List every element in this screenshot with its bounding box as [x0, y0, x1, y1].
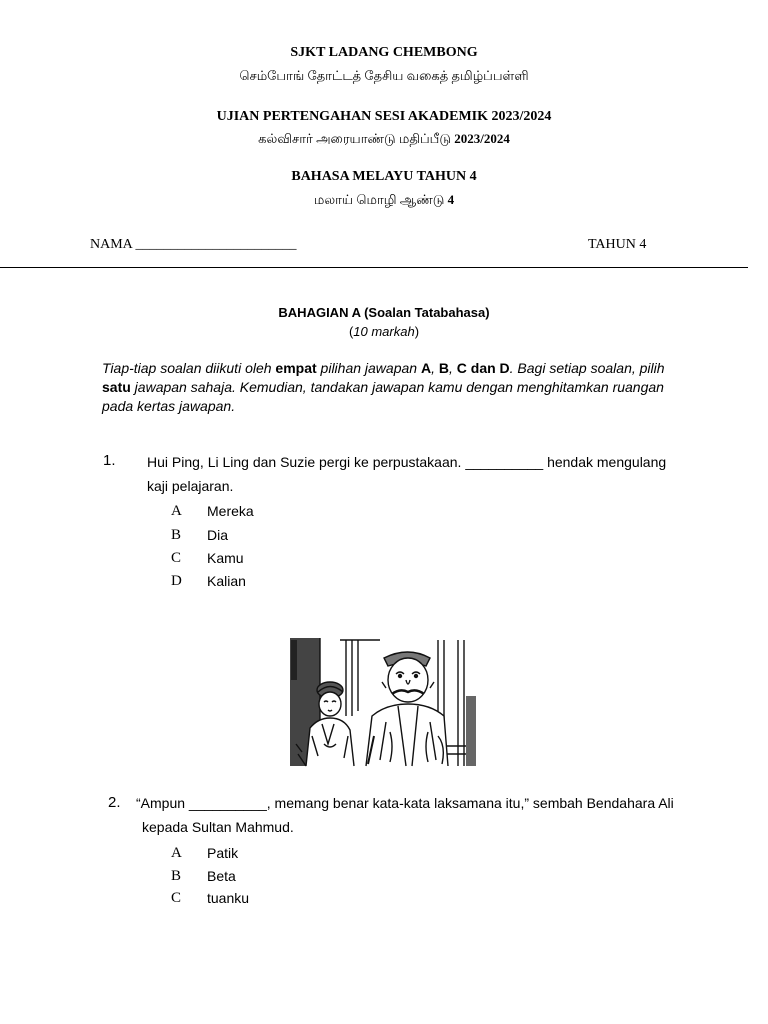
exam-title-tamil — [0, 131, 768, 148]
question-1-text — [147, 450, 707, 498]
name-field-label: NAMA _______________________ — [90, 237, 297, 252]
court-scene-drawing — [288, 636, 478, 768]
q2-option-b-text: Beta — [207, 868, 236, 884]
exam-title-tamil-year: 2023/2024 — [454, 131, 510, 146]
instr-bold-c-d: C dan D — [456, 360, 510, 376]
school-name: SJKT LADANG CHEMBONG — [290, 45, 478, 60]
section-title: BAHAGIAN A (Soalan Tatabahasa) — [278, 305, 490, 320]
marks-text: 10 markah — [353, 324, 415, 339]
instr-text-1: Tiap-tiap soalan diikuti oleh — [102, 360, 276, 376]
q1-option-d-letter: D — [171, 573, 182, 589]
instr-text-5: . Bagi setiap soalan, pilih — [509, 360, 665, 376]
q1-option-c-text: Kamu — [207, 550, 244, 566]
subject-title: BAHASA MELAYU TAHUN 4 — [291, 169, 477, 184]
subject-title-tamil — [0, 192, 768, 209]
q1-option-b-text: Dia — [207, 527, 229, 543]
header-divider — [0, 267, 748, 268]
subject-tamil-text: மலாய் மொழி ஆண்டு — [313, 192, 445, 207]
q1-option-a-letter: A — [171, 503, 182, 519]
exam-title: UJIAN PERTENGAHAN SESI AKADEMIK 2023/2024 — [216, 109, 552, 124]
q2-option-a-text: Patik — [207, 845, 239, 861]
instr-bold-empat: empat — [275, 360, 317, 376]
year-label: TAHUN 4 — [588, 237, 647, 252]
section-marks — [0, 324, 768, 339]
q1-option-c-letter: C — [171, 550, 182, 566]
q2-option-a-letter: A — [171, 845, 182, 861]
instr-text-4: , — [448, 360, 457, 376]
instr-bold-b: B — [438, 360, 449, 376]
instr-text-6: jawapan sahaja. Kemudian, tandakan jawapan kamu dengan menghitamkan ruangan pada kertas jawapan. — [102, 379, 664, 414]
question-1-number: 1. — [103, 452, 116, 469]
marks-open: ( — [348, 324, 354, 339]
q2-option-c-letter: C — [171, 890, 182, 906]
instr-bold-a: A — [420, 360, 432, 376]
instructions — [102, 359, 682, 416]
instr-text-2: pilihan jawapan — [316, 360, 421, 376]
school-name-tamil: செம்போங் தோட்டத் தேசிய வகைத் தமிழ்ப்பள்ளி — [239, 68, 529, 83]
question-1-line-1: Hui Ping, Li Ling dan Suzie pergi ke perpustakaan. __________ hendak mengulang — [147, 454, 667, 470]
marks-close: ) — [414, 324, 420, 339]
illustration-court-scene — [288, 636, 478, 768]
q1-option-b-letter: B — [171, 527, 182, 543]
question-2-line-1: “Ampun __________, memang benar kata-kata laksamana itu,” sembah Bendahara Ali — [136, 795, 674, 811]
instr-bold-satu: satu — [102, 379, 131, 395]
exam-title-tamil-text: கல்விசார் அரையாண்டு மதிப்பீடு — [258, 131, 451, 146]
question-1-line-2: kaji pelajaran. — [147, 478, 234, 494]
q2-option-b-letter: B — [171, 868, 182, 884]
question-2-number: 2. — [108, 794, 121, 811]
q1-option-d-text: Kalian — [207, 573, 246, 589]
subject-tamil-number: 4 — [447, 192, 455, 207]
instr-text-3: , — [431, 360, 439, 376]
q1-option-a-text: Mereka — [207, 503, 254, 519]
q2-option-c-text: tuanku — [207, 890, 250, 906]
question-2-text — [136, 791, 716, 839]
question-2-line-2: kepada Sultan Mahmud. — [142, 819, 294, 835]
